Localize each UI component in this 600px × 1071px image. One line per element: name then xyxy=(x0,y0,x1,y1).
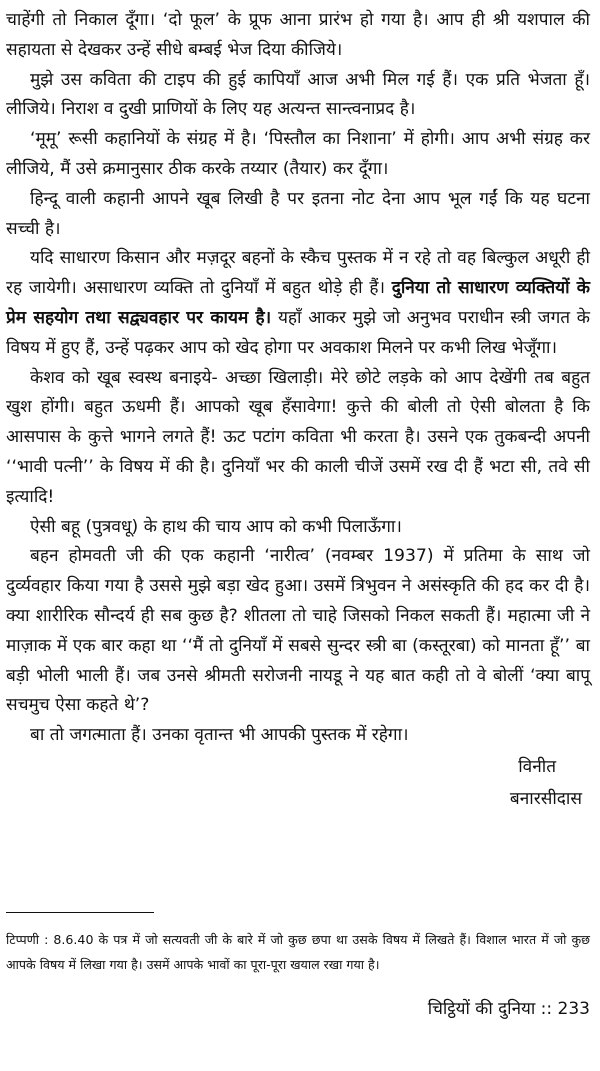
paragraph-2: मुझे उस कविता की टाइप की हुई कापियाँ आज अभी मिल गई हैं। एक प्रति भेजता हूँ। लीजिये। निराश व दुखी प्राणियों के लिए यह अत्यन्त सान्त्वनाप्रद है। xyxy=(6,69,590,120)
paragraph-3: ‘मूमू’ रूसी कहानियों के संग्रह में है। ‘पिस्तौल का निशाना’ में होगी। आप अभी संग्रह कर लीजिये, मैं उसे क्रमानुसार ठीक करके तय्यार (तैयार) कर दूँगा। xyxy=(6,129,590,179)
paragraph-5-bold: दुनिया तो साधारण व्यक्तियों के प्रेम सहयोग तथा सद्व्यवहार पर कायम है। xyxy=(6,278,591,328)
paragraph-1: चाहेंगी तो निकाल दूँगा। ‘दो फूल’ के प्रूफ आना प्रारंभ हो गया है। आप ही श्री यशपाल की सहायता से देखकर उन्हें सीधे बम्बई भेज दिया कीजिये। xyxy=(6,10,590,60)
letter-body xyxy=(6,6,590,815)
paragraph-9: बा तो जगत्माता हैं। उनका वृतान्त भी आपकी पुस्तक में रहेगा। xyxy=(30,725,409,746)
paragraph-6: केशव को खूब स्वस्थ बनाइये- अच्छा खिलाड़ी। मेरे छोटे लड़के को आप देखेंगी तब बहुत खुश होंगी। बहुत ऊधमी हैं। आपको खूब हँसावेगा! कुत्ते की बोली तो ऐसी बोलता है कि आसपास के कुत्ते भागने लगते हैं! ऊट पटांग कविता भी करता है। उसने एक तुकबन्दी अपनी ‘‘भावी पत्नी’’ के विषय में की है। दुनियाँ भर की काली चीजें उसमें रख दी हैं भटा सी, तवे सी इत्यादि! xyxy=(6,367,590,507)
paragraph-5-start: यदि साधारण किसान और मज़दूर बहनों के स्कैच पुस्तक में न रहे तो वह बिल्कुल अधूरी ही रह जायेगी। असाधारण व्यक्ति तो दुनियाँ में बहुत थोड़े ही हैं। xyxy=(6,248,590,299)
paragraph-4: हिन्दू वाली कहानी आपने खूब लिखी है पर इतना नोट देना आप भूल गईं कि यह घटना सच्ची है। xyxy=(6,188,590,239)
page-footer: चिट्ठियों की दुनिया :: 233 xyxy=(427,999,590,1019)
footnote-divider xyxy=(6,912,154,913)
paragraph-5-end: यहाँ आकर मुझे जो अनुभव पराधीन स्त्री जगत के विषय में हुए हैं, उन्हें पढ़कर आप को खेद होगा पर अवकाश मिलने पर कभी लिख भेजूँगा। xyxy=(6,307,590,358)
paragraph-7: ऐसी बहू (पुत्रवधू) के हाथ की चाय आप को कभी पिलाऊँगा। xyxy=(30,516,402,537)
signature: बनारसीदास xyxy=(509,788,582,809)
paragraph-5 xyxy=(6,244,590,363)
paragraph-8: बहन होमवती जी की एक कहानी ‘नारीत्व’ (नवम्बर 1937) में प्रतिमा के साथ जो दुर्व्यवहार किया गया है उससे मुझे बड़ा खेद हुआ। उसमें त्रिभुवन ने असंस्कृति की हद कर दी है। क्या शारीरिक सौन्दर्य ही सब कुछ है? शीतला तो चाहे जिसको निकल सकती हैं। महात्मा जी ने माज़ाक में एक बार कहा था ‘‘मैं तो दुनियाँ में सबसे सुन्दर स्त्री बा (कस्तूरबा) को मानता हूँ’’ बा बड़ी भोली भाली हैं। जब उनसे श्रीमती सरोजनी नायडू ने यह बात कही तो वे बोलीं ‘क्या बापू सचमुच ऐसा कहते थे’? xyxy=(6,546,590,716)
footnote: टिप्पणी : 8.6.40 के पत्र में जो सत्यवती जी के बारे में जो कुछ छपा था उसके विषय में लिखते हैं। विशाल भारत में जो कुछ आपके विषय में लिखा गया है। उसमें आपके भावों का पूरा-पूरा खयाल रखा गया है। xyxy=(6,932,590,972)
closing-line: विनीत xyxy=(518,756,556,777)
